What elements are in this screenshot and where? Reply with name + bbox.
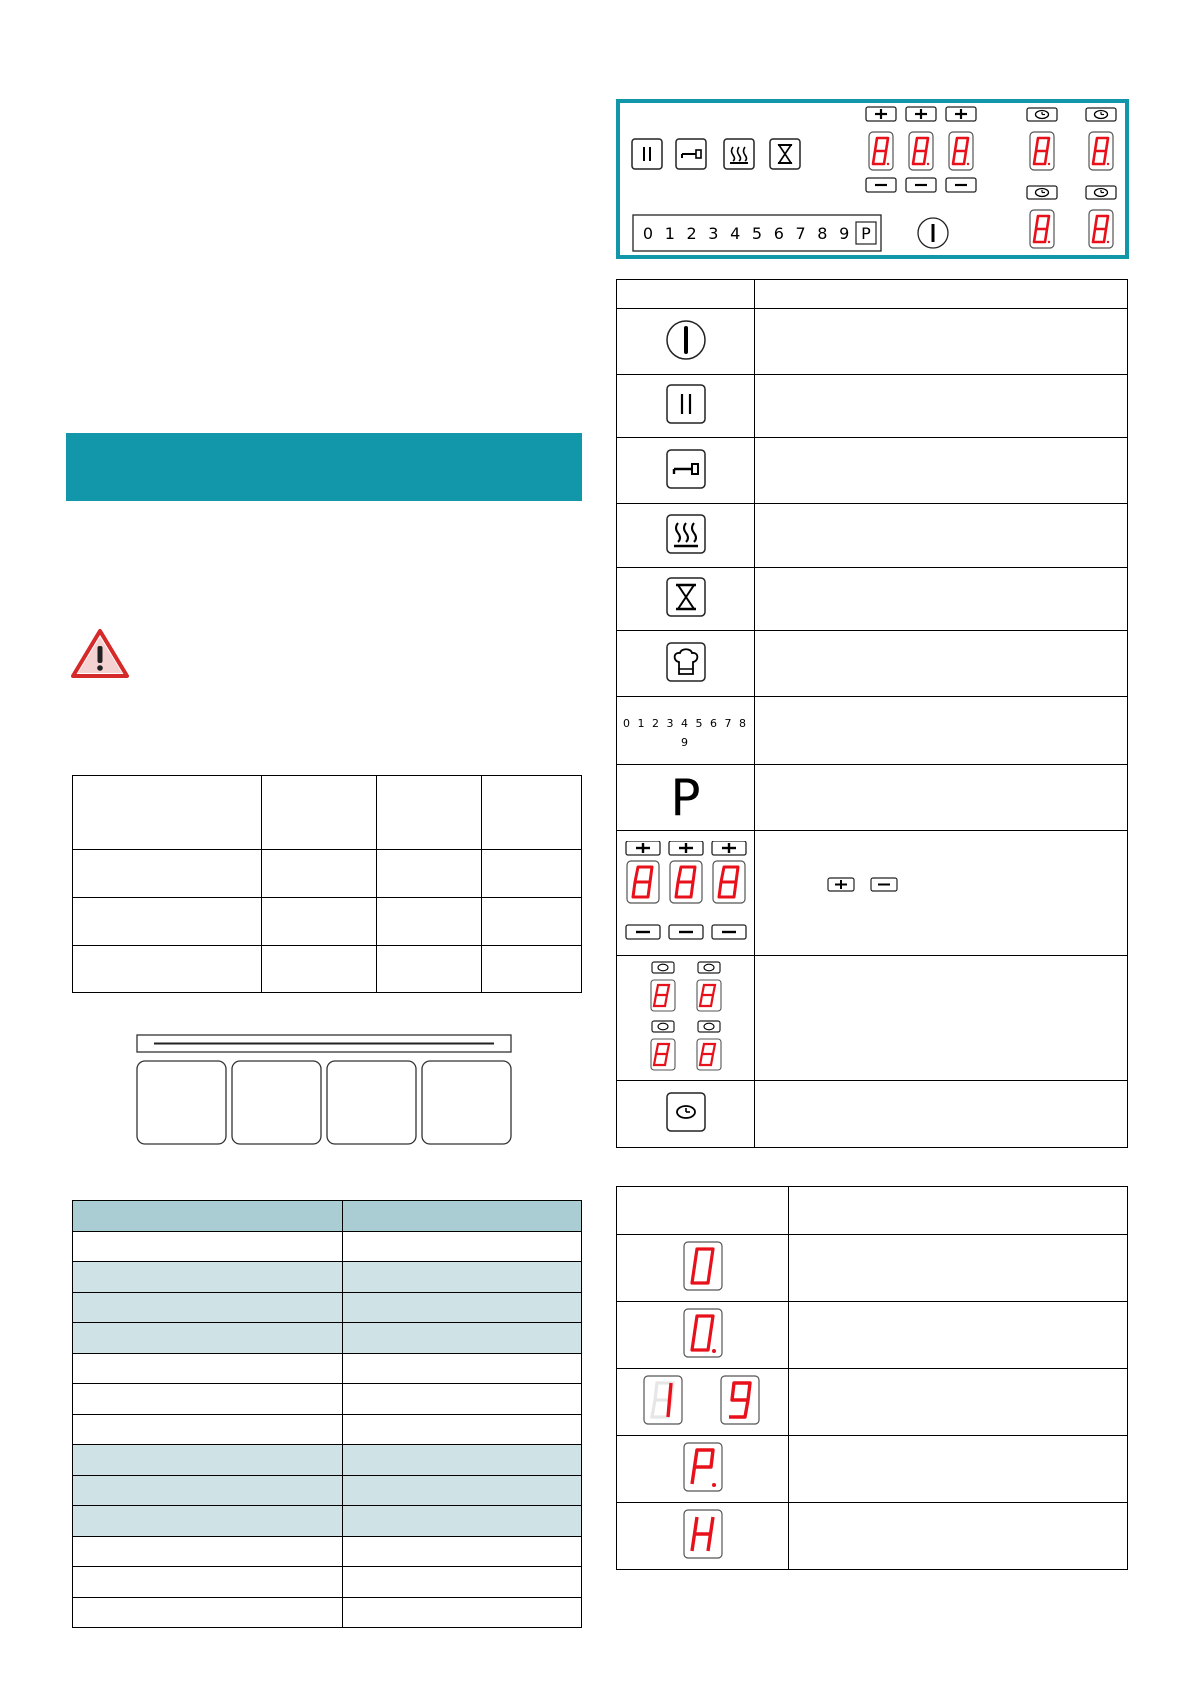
table-row (73, 1597, 582, 1628)
display-codes-table (616, 1186, 1128, 1570)
pause-button[interactable] (632, 139, 662, 169)
zone-display-icon (624, 841, 748, 941)
seven-segment-display (1089, 132, 1113, 170)
minus-icon (906, 178, 936, 192)
display-p-icon (683, 1442, 723, 1492)
keep-warm-icon (665, 513, 707, 555)
table-row (617, 1369, 1128, 1436)
table-row (73, 776, 582, 850)
table-row (617, 309, 1128, 375)
minus-icon (866, 178, 896, 192)
table-row (73, 1262, 582, 1293)
display-0-dot-icon (683, 1308, 723, 1358)
key-lock-button[interactable] (676, 139, 706, 169)
warning-icon (70, 628, 130, 680)
pause-icon (665, 383, 707, 425)
zone-1 (137, 1061, 226, 1144)
chef-hat-icon (665, 641, 707, 683)
seven-segment-display (1089, 210, 1113, 248)
table-row (73, 1384, 582, 1415)
key-lock-icon (665, 448, 707, 490)
table-row (73, 898, 582, 946)
slider-digit[interactable]: 3 (708, 224, 719, 243)
timer-icon (1027, 108, 1057, 121)
keep-warm-button[interactable] (724, 139, 754, 169)
table-row (73, 1292, 582, 1323)
seven-segment-display (869, 132, 893, 170)
table-row (617, 631, 1128, 697)
table-row (617, 568, 1128, 631)
zone-4 (422, 1061, 511, 1144)
table-row (617, 375, 1128, 438)
section-header-bar (66, 433, 582, 501)
slider-digit[interactable]: 1 (664, 224, 675, 243)
plus-icon (906, 107, 936, 121)
slider-digit[interactable]: 4 (730, 224, 741, 243)
table-row (73, 850, 582, 898)
slider-digit[interactable]: 9 (839, 224, 850, 243)
spec-table (72, 775, 582, 993)
slider-digit[interactable]: 8 (817, 224, 828, 243)
timer-icon (1027, 186, 1057, 199)
table-row (73, 1506, 582, 1537)
table-row (73, 1323, 582, 1354)
symbols-table (616, 279, 1128, 1148)
slider-p-label: P (861, 224, 871, 243)
display-h-icon (683, 1509, 723, 1559)
minus-icon (946, 178, 976, 192)
hob-zones-diagram (136, 1034, 512, 1146)
table-row (617, 831, 1128, 956)
table-row (617, 438, 1128, 504)
timer-icon (665, 1091, 707, 1133)
power-icon (664, 318, 708, 362)
p-symbol-label: P (670, 768, 701, 827)
power-button[interactable] (918, 218, 948, 248)
timer-icon (1086, 108, 1116, 121)
table-row (73, 1353, 582, 1384)
table-row (73, 1567, 582, 1598)
table-row (617, 1187, 1128, 1235)
slider-digit[interactable]: 0 (642, 224, 654, 243)
table-row (73, 1201, 582, 1232)
table-row (617, 1302, 1128, 1369)
table-row (73, 1414, 582, 1445)
seven-segment-display (1030, 210, 1054, 248)
zone-3 (327, 1061, 416, 1144)
table-row (73, 1536, 582, 1567)
digits-row-label: 0 1 2 3 4 5 6 7 8 9 (623, 716, 748, 749)
seven-segment-display (1030, 132, 1054, 170)
table-row (73, 946, 582, 993)
slider-digit[interactable]: 2 (686, 224, 697, 243)
slider-digit[interactable]: 7 (795, 224, 806, 243)
table-row (617, 765, 1128, 831)
display-0-icon (683, 1241, 723, 1291)
table-row (617, 697, 1128, 765)
table-row (617, 956, 1128, 1081)
slider-digit[interactable]: 6 (773, 224, 784, 243)
table-row (617, 1503, 1128, 1570)
table-row (73, 1475, 582, 1506)
control-panel (616, 99, 1129, 259)
control-panel-graphic (620, 103, 1125, 255)
seven-segment-display (909, 132, 933, 170)
seven-segment-display (949, 132, 973, 170)
table-row (73, 1231, 582, 1262)
hourglass-button[interactable] (770, 139, 800, 169)
hourglass-icon (665, 576, 707, 618)
plus-icon (946, 107, 976, 121)
slider-digit[interactable]: 5 (751, 224, 763, 243)
plus-icon (866, 107, 896, 121)
table-row (617, 1081, 1128, 1148)
programs-table (72, 1200, 582, 1628)
table-row (617, 1436, 1128, 1503)
table-row (617, 504, 1128, 568)
timer-icon (1086, 186, 1116, 199)
zone-2 (232, 1061, 321, 1144)
table-row (617, 1235, 1128, 1302)
display-1-to-9-icon (643, 1375, 763, 1425)
table-row (617, 280, 1128, 309)
plus-minus-inline-icons (827, 877, 903, 893)
timer-display-icon (649, 961, 723, 1071)
table-row (73, 1445, 582, 1476)
